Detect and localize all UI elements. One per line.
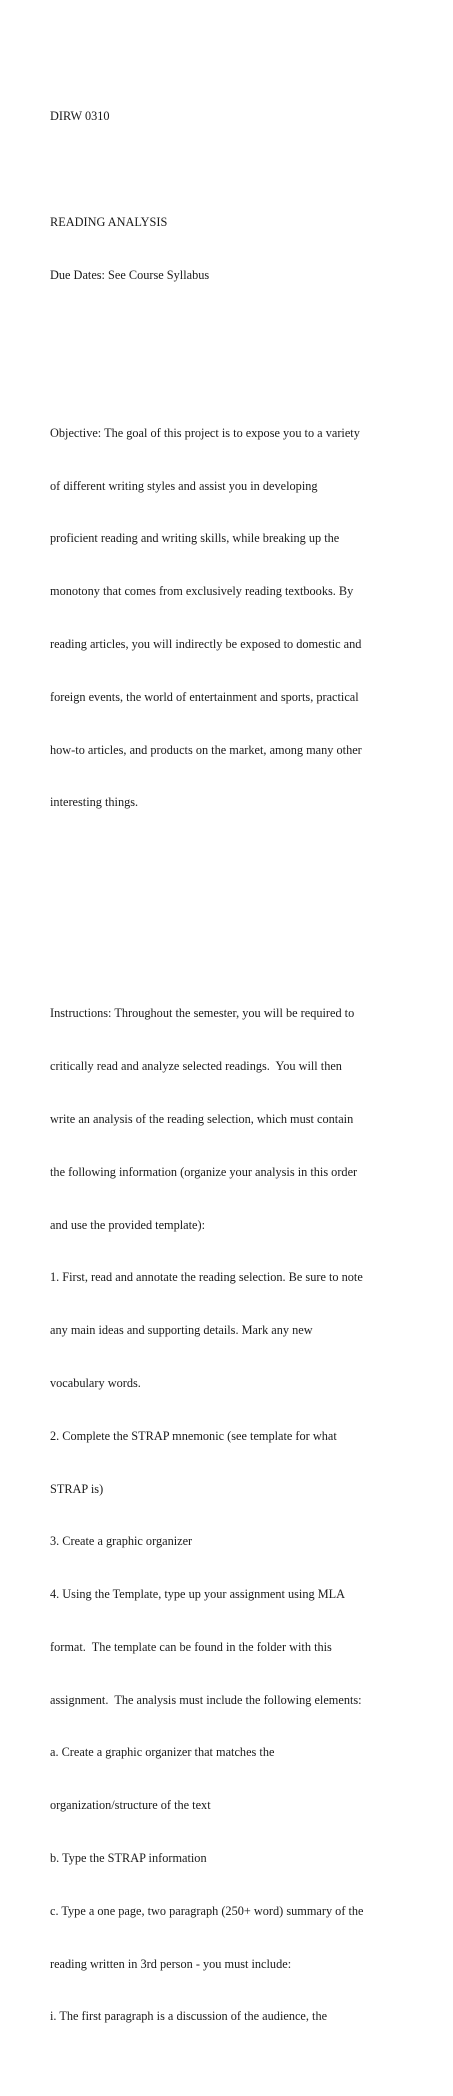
instructions-line: and use the provided template):: [50, 1217, 206, 1232]
spacer: [50, 900, 430, 918]
objective-line: proficient reading and writing skills, while breaking up the: [50, 531, 340, 546]
instructions-line: critically read and analyze selected readings. You will then: [50, 1059, 342, 1074]
objective-paragraph: [50, 390, 430, 847]
instructions-section: [50, 970, 430, 2061]
document-title: READING ANALYSIS: [50, 214, 168, 229]
objective-line: how-to articles, and products on the market, among many other: [50, 742, 362, 757]
instructions-line: a. Create a graphic organizer that matches the: [50, 1745, 275, 1760]
instructions-line: format. The template can be found in the folder with this: [50, 1639, 332, 1654]
objective-line: monotony that comes from exclusively reading textbooks. By: [50, 584, 354, 599]
course-code: DIRW 0310: [50, 109, 110, 124]
document-body: [50, 73, 430, 2096]
objective-line: interesting things.: [50, 795, 139, 810]
objective-line: foreign events, the world of entertainment and sports, practical: [50, 689, 359, 704]
instructions-line: vocabulary words.: [50, 1375, 141, 1390]
objective-line: Objective: The goal of this project is to expose you to a variety: [50, 425, 360, 440]
instructions-line: Instructions: Throughout the semester, you will be required to: [50, 1006, 355, 1021]
instructions-line: write an analysis of the reading selection, which must contain: [50, 1112, 354, 1127]
instructions-line: 2. Complete the STRAP mnemonic (see template for what: [50, 1428, 337, 1443]
instructions-line: any main ideas and supporting details. Mark any new: [50, 1323, 313, 1338]
instructions-line: b. Type the STRAP information: [50, 1850, 207, 1865]
instructions-line: assignment. The analysis must include the following elements:: [50, 1692, 362, 1707]
instructions-line: 4. Using the Template, type up your assignment using MLA: [50, 1587, 346, 1602]
instructions-line: 1. First, read and annotate the reading selection. Be sure to note: [50, 1270, 363, 1285]
due-dates: Due Dates: See Course Syllabus: [50, 267, 210, 282]
instructions-line: i. The first paragraph is a discussion of the audience, the: [50, 2009, 328, 2024]
instructions-line: reading written in 3rd person - you must include:: [50, 1956, 292, 1971]
instructions-line: STRAP is): [50, 1481, 104, 1496]
instructions-line: organization/structure of the text: [50, 1798, 211, 1813]
instructions-line: c. Type a one page, two paragraph (250+ word) summary of the: [50, 1903, 364, 1918]
spacer: [50, 161, 430, 179]
objective-line: reading articles, you will indirectly be exposed to domestic and: [50, 637, 362, 651]
instructions-line: 3. Create a graphic organizer: [50, 1534, 193, 1549]
spacer: [50, 319, 430, 337]
instructions-line: the following information (organize your analysis in this order: [50, 1164, 358, 1179]
objective-line: of different writing styles and assist you in developing: [50, 478, 318, 493]
